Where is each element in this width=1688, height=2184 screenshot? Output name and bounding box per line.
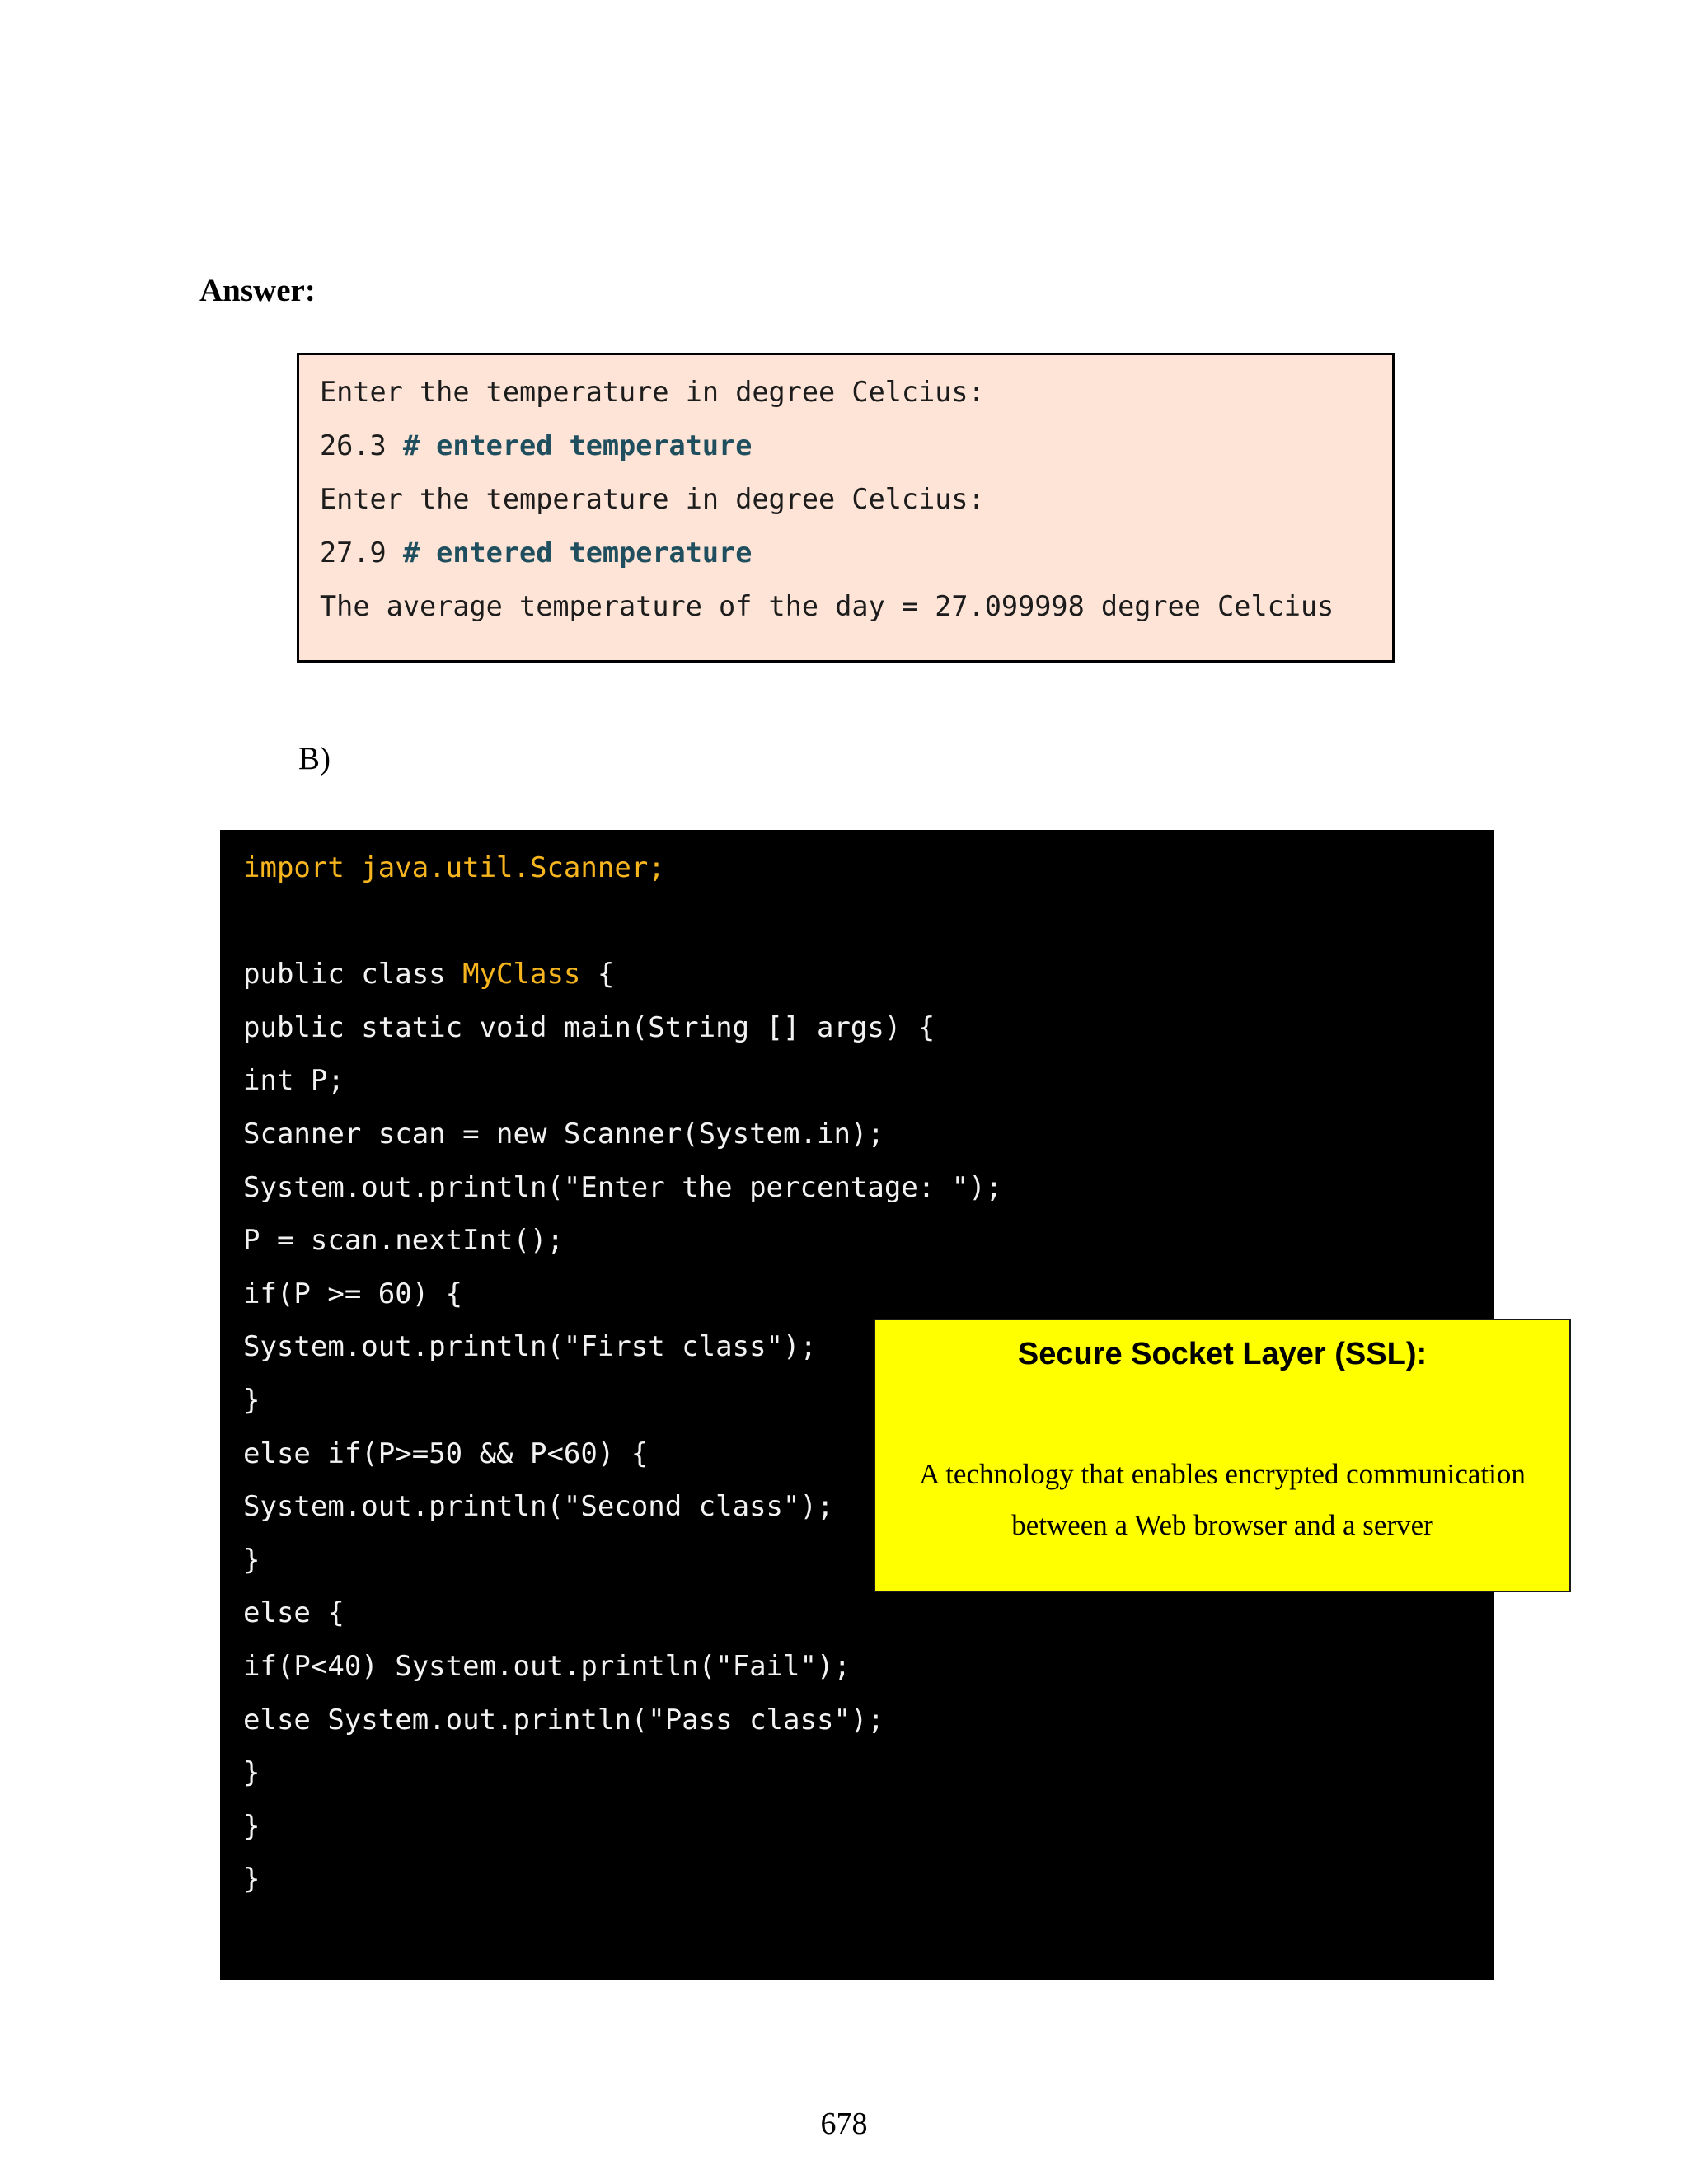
code-line: } bbox=[243, 1809, 260, 1843]
answer-heading: Answer: bbox=[199, 273, 316, 308]
code-line: int P; bbox=[243, 1064, 345, 1098]
code-line: P = scan.nextInt(); bbox=[243, 1224, 564, 1258]
code-line: } bbox=[243, 1383, 260, 1417]
code-text: { bbox=[580, 958, 615, 991]
output-line bbox=[320, 526, 1392, 579]
output-line bbox=[320, 365, 1392, 419]
ssl-description-line: A technology that enables encrypted communication bbox=[919, 1458, 1526, 1490]
output-text: 27.9 bbox=[320, 537, 403, 569]
code-text: public class bbox=[243, 958, 463, 991]
code-line: System.out.println("First class"); bbox=[243, 1330, 817, 1364]
code-blank-line bbox=[243, 895, 1494, 949]
section-b-label: B) bbox=[298, 741, 331, 776]
output-line bbox=[320, 472, 1392, 526]
ssl-callout-title: Secure Socket Layer (SSL): bbox=[1017, 1337, 1428, 1371]
code-line: Scanner scan = new Scanner(System.in); bbox=[243, 1117, 884, 1151]
output-comment: # entered temperature bbox=[402, 429, 753, 462]
code-line: } bbox=[243, 1543, 260, 1577]
program-output-box bbox=[297, 353, 1395, 663]
ssl-callout-box bbox=[874, 1319, 1571, 1592]
output-line bbox=[320, 579, 1392, 633]
code-line bbox=[243, 841, 1494, 895]
code-line-highlighted: if(P<40) System.out.println("Fail"); bbox=[243, 1649, 851, 1683]
code-line bbox=[243, 948, 1494, 1001]
code-line: } bbox=[243, 1756, 260, 1790]
page-number: 678 bbox=[820, 2107, 868, 2141]
code-line: } bbox=[243, 1863, 260, 1896]
code-line: System.out.println("Enter the percentage: "); bbox=[243, 1170, 1003, 1204]
code-class-name: MyClass bbox=[462, 958, 581, 991]
code-line-highlighted: else System.out.println("Pass class"); bbox=[243, 1703, 884, 1736]
ssl-description-line: between a Web browser and a server bbox=[1011, 1509, 1433, 1541]
output-text: The average temperature of the day = 27.099998 degree Celcius bbox=[320, 590, 1334, 622]
output-text: Enter the temperature in degree Celcius: bbox=[320, 376, 985, 408]
output-comment: # entered temperature bbox=[402, 537, 753, 569]
code-line: if(P >= 60) { bbox=[243, 1277, 463, 1310]
code-line: public static void main(String [] args) { bbox=[243, 1010, 935, 1044]
code-line: else if(P>=50 && P<60) { bbox=[243, 1436, 649, 1470]
code-line: System.out.println("Second class"); bbox=[243, 1490, 834, 1524]
code-keyword: import bbox=[243, 851, 362, 884]
output-text: 26.3 bbox=[320, 429, 403, 462]
code-line: else { bbox=[243, 1596, 345, 1630]
ssl-callout-description bbox=[884, 1449, 1561, 1551]
output-line bbox=[320, 419, 1392, 472]
output-text: Enter the temperature in degree Celcius: bbox=[320, 483, 985, 515]
code-import-path: java.util.Scanner; bbox=[361, 851, 665, 884]
